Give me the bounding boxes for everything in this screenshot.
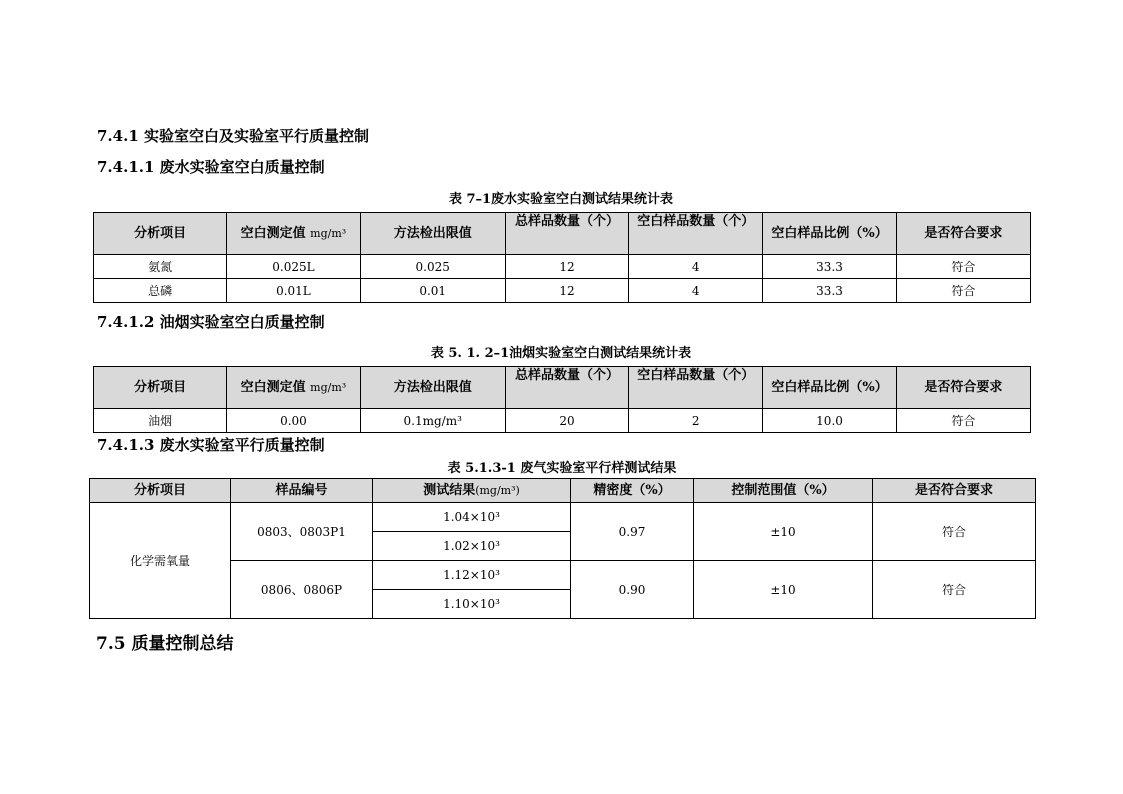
cell-conform: 符合 — [873, 503, 1036, 561]
cell-item: 总磷 — [94, 279, 227, 303]
cell-conform: 符合 — [896, 279, 1030, 303]
table-row — [90, 561, 1036, 590]
section-heading-7-4-1-2: 7.4.1.2 油烟实验室空白质量控制 — [97, 313, 325, 331]
table-row — [90, 503, 1036, 532]
header-blank-value: 空白测定值 mg/m³ — [227, 213, 360, 255]
cell-total: 12 — [505, 255, 628, 279]
table-header-row — [94, 213, 1031, 255]
section-heading-7-4-1-1: 7.4.1.1 废水实验室空白质量控制 — [97, 158, 325, 176]
table1-caption: 表 7–1废水实验室空白测试结果统计表 — [448, 192, 674, 207]
header-blank-count: 空白样品数量（个） — [629, 213, 763, 255]
cell-blank: 0.025L — [227, 255, 360, 279]
header-sample: 样品编号 — [231, 479, 373, 503]
cell-limit: 0.01 — [360, 279, 505, 303]
cell-item: 氨氮 — [94, 255, 227, 279]
table-row — [94, 279, 1031, 303]
cell-item: 油烟 — [94, 409, 227, 433]
cell-precision: 0.90 — [571, 561, 694, 619]
header-range: 控制范围值（%） — [694, 479, 873, 503]
header-total: 总样品数量（个） — [505, 367, 628, 409]
cell-ratio: 33.3 — [763, 255, 896, 279]
header-blank-count: 空白样品数量（个） — [629, 367, 763, 409]
header-conform: 是否符合要求 — [896, 213, 1030, 255]
header-item: 分析项目 — [94, 367, 227, 409]
header-conform: 是否符合要求 — [896, 367, 1030, 409]
wastewater-blank-table — [93, 212, 1031, 303]
header-item: 分析项目 — [90, 479, 231, 503]
cell-conform: 符合 — [896, 409, 1030, 433]
table-row — [94, 409, 1031, 433]
table3-caption: 表 5.1.3-1 废气实验室平行样测试结果 — [447, 461, 677, 476]
header-result: 测试结果(mg/m³) — [373, 479, 571, 503]
cell-range: ±10 — [694, 561, 873, 619]
cell-blank-count: 4 — [629, 255, 763, 279]
header-item: 分析项目 — [94, 213, 227, 255]
header-limit: 方法检出限值 — [360, 213, 505, 255]
cell-sample: 0803、0803P1 — [231, 503, 373, 561]
cell-item: 化学需氧量 — [90, 503, 231, 619]
cell-sample: 0806、0806P — [231, 561, 373, 619]
cell-range: ±10 — [694, 503, 873, 561]
cell-total: 20 — [505, 409, 628, 433]
header-blank-value: 空白测定值 mg/m³ — [227, 367, 360, 409]
cell-ratio: 33.3 — [763, 279, 896, 303]
cell-ratio: 10.0 — [763, 409, 896, 433]
cell-blank: 0.01L — [227, 279, 360, 303]
cell-conform: 符合 — [873, 561, 1036, 619]
cell-blank: 0.00 — [227, 409, 360, 433]
header-conform: 是否符合要求 — [873, 479, 1036, 503]
cell-limit: 0.1mg/m³ — [360, 409, 505, 433]
header-ratio: 空白样品比例（%） — [763, 367, 896, 409]
table-header-row — [90, 479, 1036, 503]
cell-conform: 符合 — [896, 255, 1030, 279]
header-limit: 方法检出限值 — [360, 367, 505, 409]
cell-result: 1.10×10³ — [373, 590, 571, 619]
cell-blank-count: 2 — [629, 409, 763, 433]
section-heading-7-4-1-3: 7.4.1.3 废水实验室平行质量控制 — [97, 436, 325, 454]
section-heading-7-5: 7.5 质量控制总结 — [96, 634, 234, 654]
cell-result: 1.12×10³ — [373, 561, 571, 590]
table-header-row — [94, 367, 1031, 409]
header-ratio: 空白样品比例（%） — [763, 213, 896, 255]
fume-blank-table — [93, 366, 1031, 433]
cell-limit: 0.025 — [360, 255, 505, 279]
cell-result: 1.02×10³ — [373, 532, 571, 561]
cell-result: 1.04×10³ — [373, 503, 571, 532]
cell-blank-count: 4 — [629, 279, 763, 303]
header-precision: 精密度（%） — [571, 479, 694, 503]
header-total: 总样品数量（个） — [505, 213, 628, 255]
section-heading-7-4-1: 7.4.1 实验室空白及实验室平行质量控制 — [97, 127, 369, 145]
table-row — [94, 255, 1031, 279]
parallel-sample-table — [89, 478, 1036, 619]
cell-total: 12 — [505, 279, 628, 303]
cell-precision: 0.97 — [571, 503, 694, 561]
table2-caption: 表 5. 1. 2–1油烟实验室空白测试结果统计表 — [430, 346, 692, 361]
